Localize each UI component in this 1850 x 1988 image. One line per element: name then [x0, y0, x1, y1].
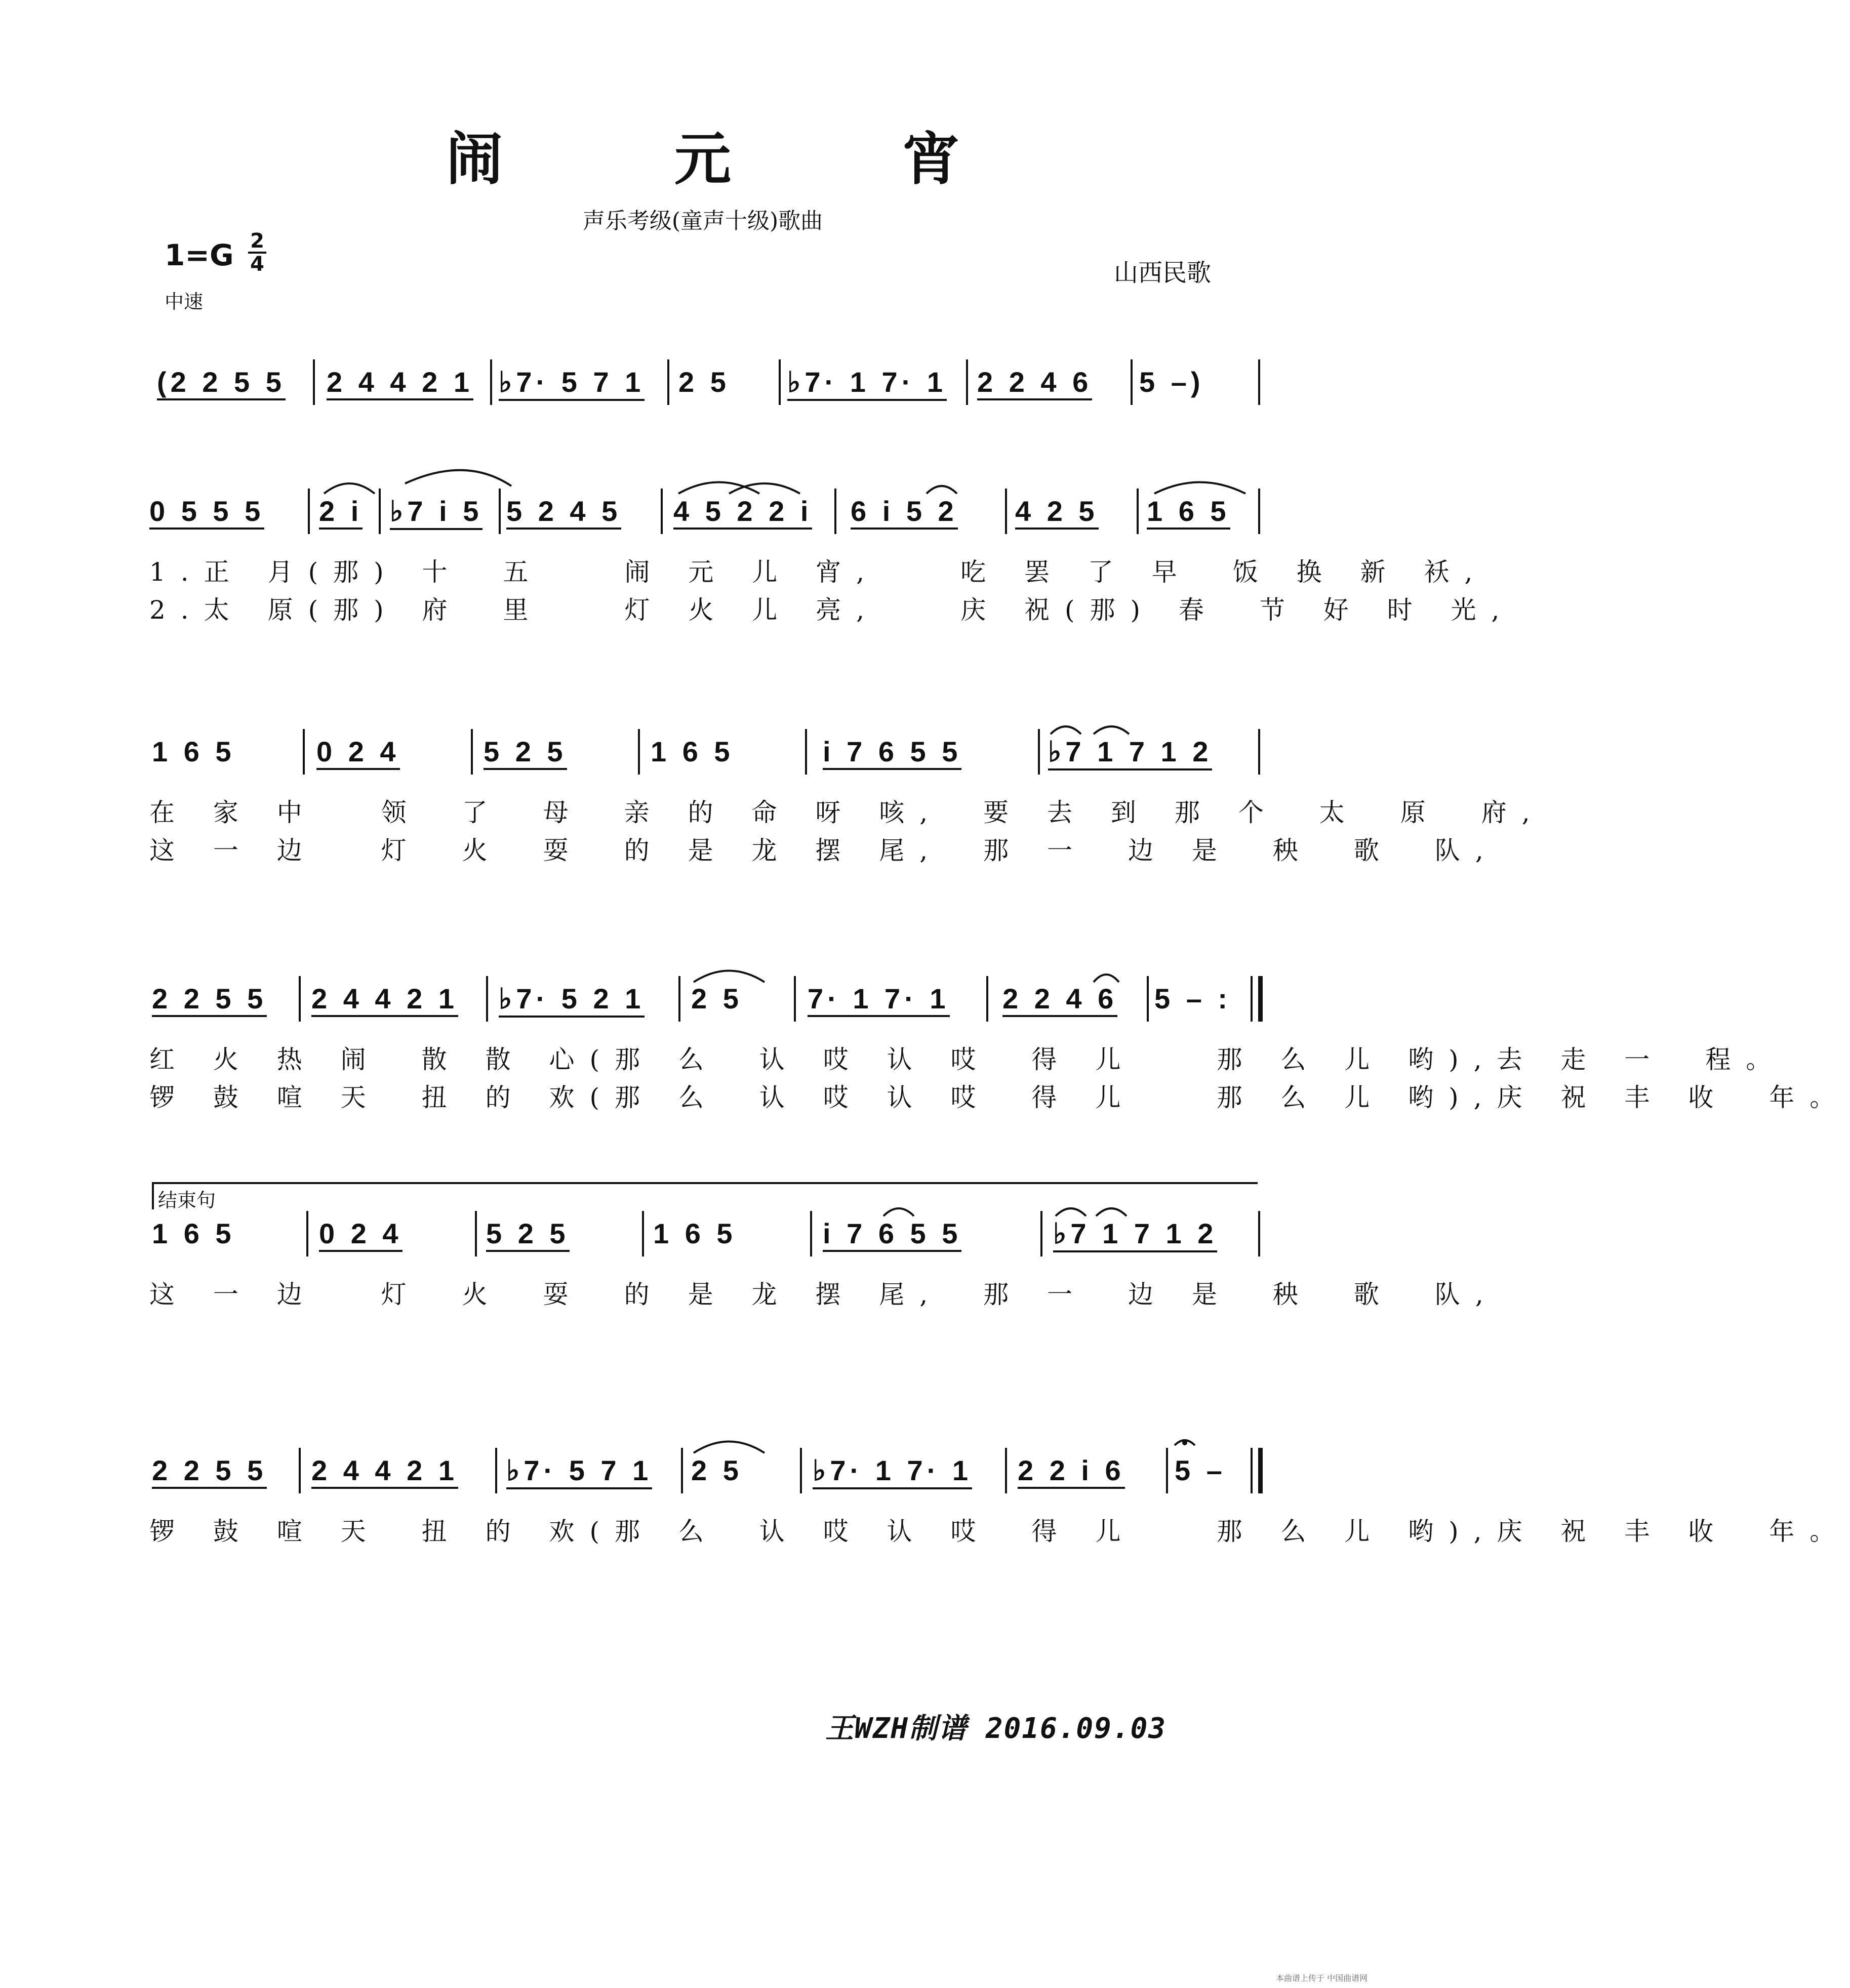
slur [1051, 726, 1081, 734]
key-signature: 1=G [165, 238, 234, 272]
ending-label: 结束句 [158, 1189, 216, 1211]
lyrics-ending: 锣 鼓 喧 天 扭 的 欢(那 么 认 哎 认 哎 得 儿 那 么 儿 哟),庆 祝 丰 收 年。 [149, 1517, 1850, 1546]
measure: 1 6 5 [653, 1218, 737, 1249]
watermark: 本曲谱上传于 中国曲谱网 [1276, 1973, 1368, 1983]
score-title: 闹 元 宵 [446, 126, 1035, 192]
measure: 2 2 5 5 [152, 982, 267, 1017]
slur [1154, 482, 1245, 494]
measure: 0 2 4 [316, 735, 400, 770]
measure: 5 –) [1139, 366, 1204, 398]
measure: 2 4 4 2 1 [327, 366, 473, 400]
measure: 5 – [1175, 1454, 1226, 1486]
time-signature [247, 230, 267, 275]
slur [694, 1442, 765, 1453]
lyrics-verse-2: 2.太 原(那) 府 里 灯 火 儿 亮, 庆 祝(那) 春 节 好 时 光, [149, 595, 1515, 625]
time-signature-top: 2 [250, 229, 264, 253]
measure: 4 2 5 [1015, 495, 1099, 530]
measure: 1 6 5 [152, 736, 235, 767]
genre-label: 山西民歌 [1114, 259, 1212, 287]
measure: ♭7· 5 2 1 [499, 982, 645, 1018]
measure: 0 2 4 [319, 1217, 403, 1252]
slur [1094, 726, 1129, 734]
measure: i 7 6 5 5 [823, 1217, 961, 1252]
measure: 5 – : [1154, 983, 1232, 1015]
tempo-marking: 中速 [165, 291, 204, 313]
lyrics-verse-1: 1.正 月(那) 十 五 闹 元 儿 宵, 吃 罢 了 早 饭 换 新 袄, [149, 557, 1488, 587]
measure: ♭7 i 5 [390, 495, 482, 530]
measure: 1 6 5 [651, 736, 734, 767]
ending-bracket [152, 1182, 1258, 1209]
measure: 2 5 [691, 983, 743, 1015]
lyrics-ending: 这 一 边 灯 火 耍 的 是 龙 摆 尾, 那 一 边 是 秧 歌 队, [149, 1280, 1499, 1309]
measure: 2 2 4 6 [977, 366, 1092, 400]
score-line-1 [0, 366, 1405, 476]
slur [694, 971, 765, 983]
measure: 5 2 5 [486, 1217, 570, 1252]
measure: 2 i [319, 495, 363, 530]
measure: 4 5 2 2 i [673, 495, 812, 530]
measure: 7· 1 7· 1 [808, 982, 950, 1017]
measure: 2 4 4 2 1 [311, 982, 458, 1017]
score-line-3 [0, 736, 1545, 865]
measure: ♭7· 5 7 1 [506, 1454, 652, 1489]
measure: ♭7· 5 7 1 [499, 366, 645, 401]
measure: ♭7 1 7 1 2 [1053, 1217, 1217, 1252]
slur [324, 483, 375, 494]
score-subtitle: 声乐考级(童声十级)歌曲 [582, 208, 823, 234]
score-line-2 [0, 495, 1515, 625]
measure: ♭7 1 7 1 2 [1048, 735, 1212, 770]
measure: ♭7· 1 7· 1 [813, 1454, 972, 1489]
measure: 2 2 i 6 [1018, 1454, 1125, 1489]
measure: 2 2 5 5 [152, 1454, 267, 1489]
slur [1056, 1208, 1086, 1216]
measure: 2 5 [678, 366, 730, 398]
slur [1094, 975, 1119, 982]
measure: ♭7· 1 7· 1 [787, 366, 947, 401]
lyrics-verse-1: 在 家 中 领 了 母 亲 的 命 呀 咳, 要 去 到 那 个 太 原 府, [149, 798, 1545, 827]
score-line-5 [0, 1218, 1499, 1327]
lyrics-verse-2: 锣 鼓 喧 天 扭 的 欢(那 么 认 哎 认 哎 得 儿 那 么 儿 哟),庆 祝 丰 收 年。 [149, 1083, 1850, 1112]
slur [678, 482, 759, 494]
arranger-signature: 王WZH制谱 2016.09.03 [825, 1712, 1167, 1745]
lyrics-verse-1: 红 火 热 闹 散 散 心(那 么 认 哎 认 哎 得 儿 那 么 儿 哟),去 走 一 程。 [149, 1045, 1787, 1074]
measure: 2 4 4 2 1 [311, 1454, 458, 1489]
slur [883, 1208, 914, 1216]
measure: 0 5 5 5 [149, 495, 264, 530]
slur [729, 483, 800, 494]
measure: 5 2 5 [484, 735, 567, 770]
measure: 2 5 [691, 1454, 743, 1486]
measure: 1 6 5 [152, 1218, 235, 1249]
score-line-6 [0, 1454, 1850, 1564]
measure: 6 i 5 2 [851, 495, 958, 530]
time-signature-bottom: 4 [250, 253, 264, 276]
fermata [1175, 1440, 1195, 1445]
measure: (2 2 5 5 [157, 366, 286, 400]
slur [1096, 1208, 1127, 1216]
measure: i 7 6 5 5 [823, 735, 961, 770]
measure: 5 2 4 5 [506, 495, 621, 530]
measure: 2 2 4 6 [1002, 982, 1117, 1017]
score-line-4 [0, 983, 1850, 1112]
lyrics-verse-2: 这 一 边 灯 火 耍 的 是 龙 摆 尾, 那 一 边 是 秧 歌 队, [149, 836, 1499, 865]
slur [927, 486, 957, 494]
measure: 1 6 5 [1147, 495, 1230, 530]
